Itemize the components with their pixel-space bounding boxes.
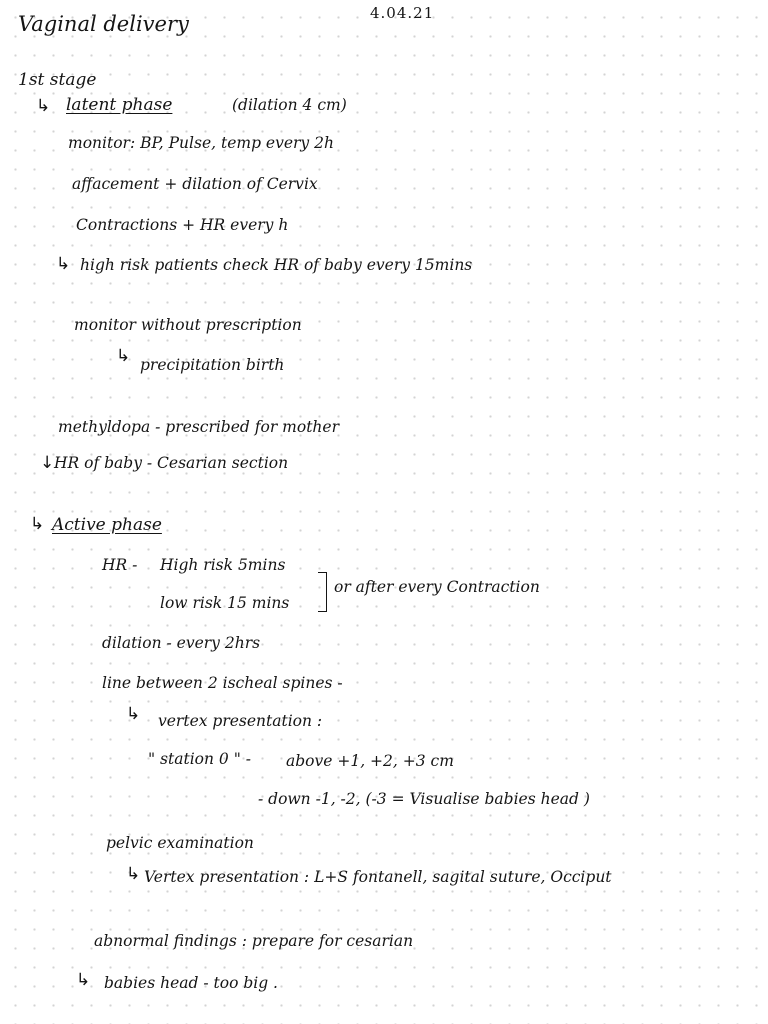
note-line-precipitation: precipitation birth [140, 356, 285, 374]
note-line-contractions: Contractions + HR every h [76, 216, 289, 234]
active-phase-label: Active phase [52, 515, 162, 535]
subitem-arrow-icon: ↳ [76, 970, 91, 990]
latent-phase-label: latent phase [66, 95, 173, 115]
subitem-arrow-icon: ↳ [56, 254, 71, 274]
active-vertex-presentation: Vertex presentation : L+S fontanell, sagital suture, Occiput [144, 868, 612, 886]
active-after-contraction: or after every Contraction [334, 578, 540, 596]
note-line-monitor: monitor: BP, Pulse, temp every 2h [68, 134, 334, 152]
active-down: - down -1, -2, (-3 = Visualise babies head ) [258, 790, 590, 808]
active-high-risk: High risk 5mins [160, 556, 286, 574]
active-dilation: dilation - every 2hrs [102, 634, 261, 652]
active-pelvic: pelvic examination [106, 834, 254, 852]
active-hr-label: HR - [102, 556, 138, 574]
note-line-monitor-without: monitor without prescription [74, 316, 302, 334]
subitem-arrow-icon: ↳ [126, 864, 141, 884]
page-date: 4.04.21 [370, 4, 435, 22]
note-line-methyldopa: methyldopa - prescribed for mother [58, 418, 339, 436]
subitem-arrow-icon: ↳ [116, 346, 131, 366]
subitem-arrow-icon: ↳ [30, 514, 45, 534]
active-line-between: line between 2 ischeal spines - [102, 674, 343, 692]
active-abnormal: abnormal findings : prepare for cesarian [94, 932, 414, 950]
note-line-high-risk: high risk patients check HR of baby every 15mins [80, 256, 473, 274]
down-arrow-icon: ↓ [40, 453, 55, 473]
latent-phase-note: (dilation 4 cm) [232, 96, 347, 114]
active-vertex: vertex presentation : [158, 712, 323, 730]
subitem-arrow-icon: ↳ [126, 704, 141, 724]
active-station: " station 0 " - [148, 750, 251, 768]
active-low-risk: low risk 15 mins [160, 594, 290, 612]
note-line-affacement: affacement + dilation of Cervix [72, 175, 318, 193]
bracket-mark [318, 572, 327, 612]
page-title: Vaginal delivery [18, 12, 189, 36]
note-line-hr-baby: HR of baby - Cesarian section [54, 454, 289, 472]
subitem-arrow-icon: ↳ [36, 96, 51, 116]
active-above: above +1, +2, +3 cm [286, 752, 454, 770]
stage-heading: 1st stage [18, 70, 97, 90]
active-babies-head: babies head - too big . [104, 974, 278, 992]
